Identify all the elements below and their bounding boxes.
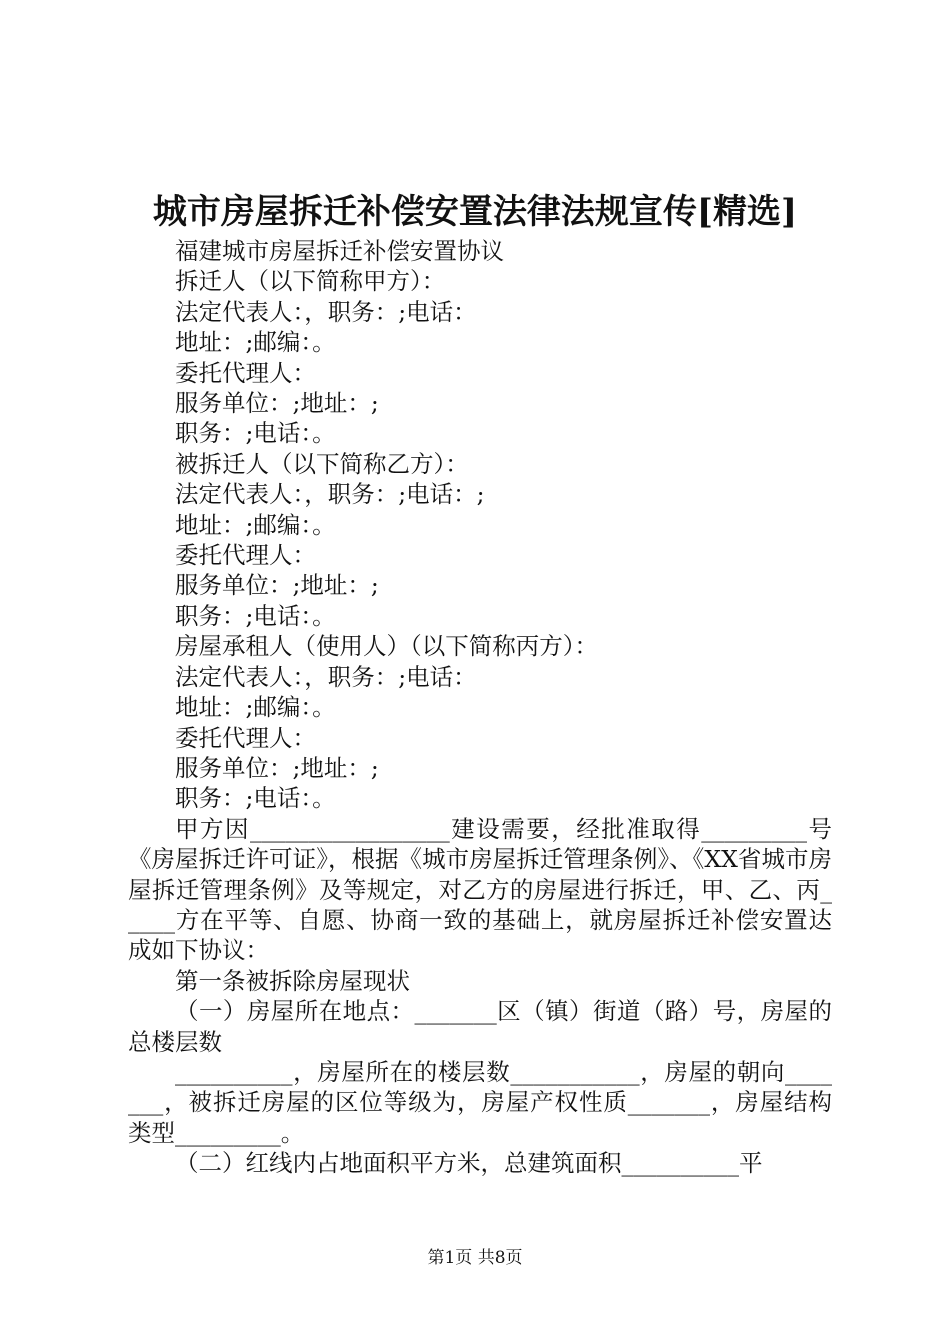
line-party-b-address: 地址：;邮编：。 (175, 510, 336, 539)
line-party-b-agent-title: 职务：;电话：。 (175, 601, 336, 630)
line-party-b-rep: 法定代表人：，职务：;电话：; (175, 480, 485, 509)
line-party-b-agent: 委托代理人： (175, 541, 316, 570)
line-party-a-agent-unit: 服务单位：;地址：; (175, 389, 379, 418)
document-body (128, 236, 832, 1179)
line-party-c: 房屋承租人（使用人）（以下简称丙方）： (175, 632, 598, 661)
line-party-a-agent: 委托代理人： (175, 358, 316, 387)
article-1-heading: 第一条被拆除房屋现状 (175, 966, 410, 995)
line-party-c-agent-title: 职务：;电话：。 (175, 784, 336, 813)
paragraph-location: （一）房屋所在地点：_______区（镇）街道（路）号，房屋的总楼层数 (128, 997, 832, 1056)
paragraph-preamble: 甲方因_________________建设需要，经批准取得_________号《房屋拆迁许可证》，根据《城市房屋拆迁管理条例》、《XX省城市房屋拆迁管理条例》及等规定，对乙方的房屋进行拆迁，甲、乙、丙_____方在平等、自愿、协商一致的基础上，就房屋拆迁补偿安置达成如下协议： (128, 814, 832, 965)
line-party-a: 拆迁人（以下简称甲方）： (175, 267, 446, 296)
line-party-a-address: 地址：;邮编：。 (175, 328, 336, 357)
document-title: 城市房屋拆迁补偿安置法律法规宣传[精选] (152, 192, 798, 232)
paragraph-area: （二）红线内占地面积平方米，总建筑面积__________平 (175, 1149, 763, 1178)
line-party-b-agent-unit: 服务单位：;地址：; (175, 571, 379, 600)
page-footer: 第1页 共8页 (427, 1248, 523, 1268)
line-party-a-agent-title: 职务：;电话：。 (175, 419, 336, 448)
paragraph-floors: __________，房屋所在的楼层数___________，房屋的朝向_______，被拆迁房屋的区位等级为，房屋产权性质_______，房屋结构类型_________。 (128, 1057, 832, 1147)
line-party-a-rep: 法定代表人：，职务：;电话： (175, 297, 477, 326)
line-party-c-agent-unit: 服务单位：;地址：; (175, 753, 379, 782)
line-agreement-name: 福建城市房屋拆迁补偿安置协议 (175, 237, 504, 265)
line-party-c-agent: 委托代理人： (175, 723, 316, 752)
line-party-c-address: 地址：;邮编：。 (175, 693, 336, 722)
line-party-b: 被拆迁人（以下简称乙方）： (175, 449, 469, 478)
line-party-c-rep: 法定代表人：，职务：;电话： (175, 662, 477, 691)
